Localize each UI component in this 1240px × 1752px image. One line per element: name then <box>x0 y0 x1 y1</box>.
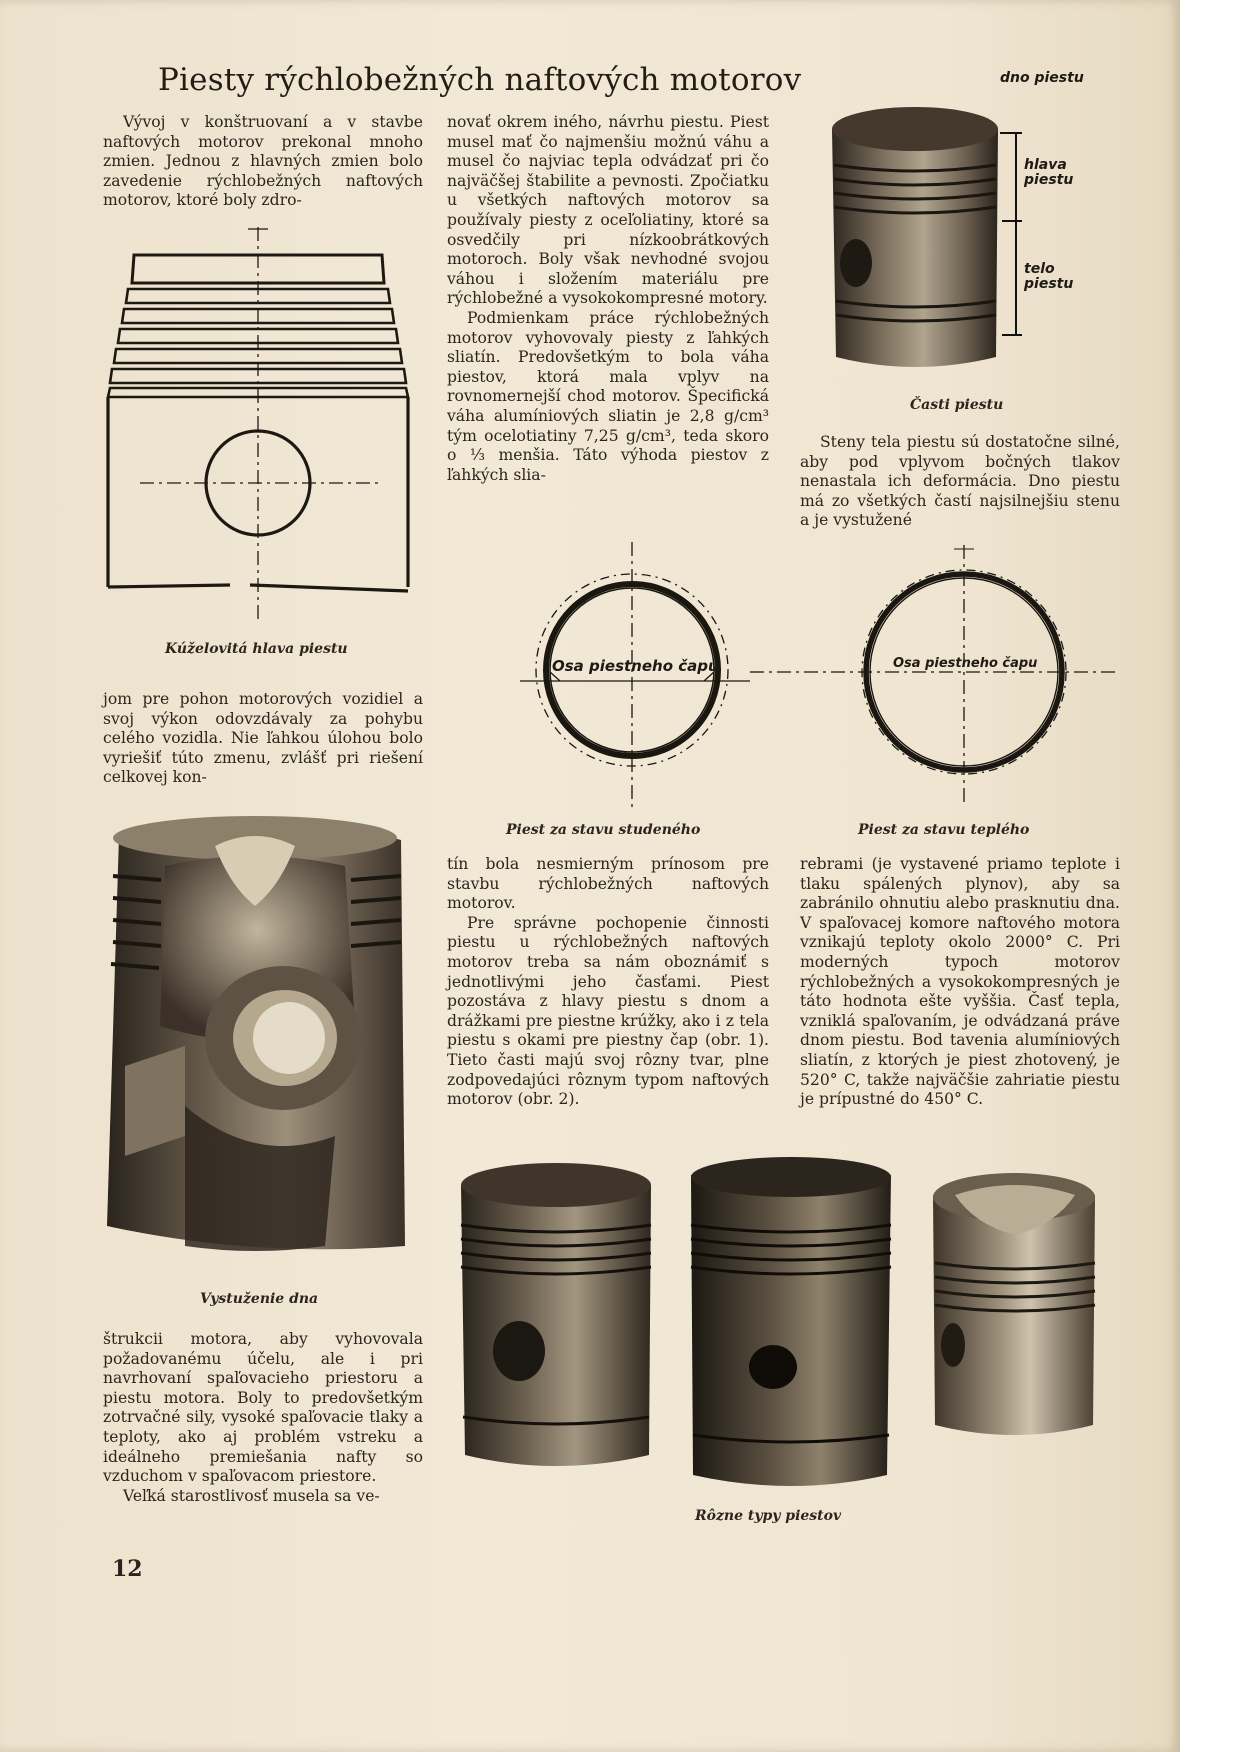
label-piston-crown: dno piestu <box>1000 70 1084 86</box>
caption-reinforced-crown: Vystuženie dna <box>200 1291 319 1307</box>
paragraph: Steny tela piestu sú dostatočne silné, aby pod vplyvom bočných tlakov nenastala ich deformácia. Dno piestu má zo všetkých častí najsilnejšiu stenu a je vystužené <box>800 433 1120 530</box>
warm-state-diagram <box>750 545 1120 810</box>
paragraph: jom pre pohon motorových vozidiel a svoj výkon odovzdávaly za pohybu celého vozidla. Nie ľahkou úlohou bolo vyriešiť túto zmenu, zvlášť pri riešení celkovej kon- <box>103 690 423 787</box>
paragraph: rebrami (je vystavené priamo teplote i tlaku spálených plynov), aby sa zabránilo ohnutiu alebo prasknutiu dna. V spaľovacej komore naftového motora vznikajú teploty okolo 2000° C. Pri moderných typoch motorov rýchlobežných a vysokokompresných je táto hodnota ešte vyššia. Časť tepla, vzniklá spaľovaním, je odvádzaná práve dnom piestu. Bod tavenia alumíniových sliatín, z ktorých je piest zhotovený, je 520° C, takže najväčšie zahriatie piestu je prípustné do 450° C. <box>800 855 1120 1109</box>
paragraph: Podmienkam práce rýchlobežných motorov vyhovovaly piesty z ľahkých sliatín. Predovšetkým to bola váha piestov, ktorá mala vplyv na rovnomernejší chod motorov. Špecifická váha alumíniových sliatin je 2,8 g/cm³ tým ocelotiatiny 7,25 g/cm³, teda skoro o ⅓ menšia. Táto výhoda piestov z ľahkých slia- <box>447 308 769 484</box>
reinforced-crown-photo <box>105 806 405 1256</box>
column3-top-text <box>800 433 1120 531</box>
paragraph: Vývoj v konštruovaní a v stavbe naftových motorov prekonal mnoho zmien. Jednou z hlavných zmien bolo zavedenie rýchlobežných naftových motorov, ktoré boly zdro- <box>103 113 423 210</box>
article-title: Piesty rýchlobežných naftových motorov <box>158 62 802 98</box>
paragraph: tín bola nesmierným prínosom pre stavbu rýchlobežných naftových motorov. <box>447 855 769 913</box>
page-number: 12 <box>112 1556 143 1582</box>
column1-bottom-text <box>103 1330 423 1506</box>
label-pin-axis-cold: Osa piestneho čapu <box>552 657 719 675</box>
caption-warm-state: Piest za stavu teplého <box>858 822 1030 838</box>
paragraph: Pre správne pochopenie činnosti piestu u rýchlobežných naftových motorov treba sa nám oboznámiť s jednotlivými jeho časťami. Piest pozostáva z hlavy piestu s dnom a drážkami pre piestne krúžky, ako i z tela piestu s okami pre piestny čap (obr. 1). Tieto časti majú svoj rôzny tvar, plne zodpovedajúci rôznym typom naftových motorov (obr. 2). <box>447 913 769 1109</box>
cold-state-diagram <box>520 540 750 810</box>
caption-cold-state: Piest za stavu studeného <box>506 822 701 838</box>
label-piston-body: telo piestu <box>1024 261 1074 292</box>
column1-mid-text <box>103 690 423 788</box>
column2-top-text <box>447 113 769 485</box>
caption-piston-types: Rôzne typy piestov <box>695 1508 842 1524</box>
paragraph: Veľká starostlivosť musela sa ve- <box>123 1486 380 1505</box>
piston-parts-photo <box>830 105 1030 380</box>
column1-top-text <box>103 113 423 211</box>
label-piston-head: hlava piestu <box>1024 157 1074 188</box>
column3-bottom-text <box>800 855 1120 1110</box>
label-pin-axis-warm: Osa piestneho čapu <box>893 656 1038 671</box>
caption-conical-head: Kúželovitá hlava piestu <box>165 641 348 657</box>
piston-types-photo <box>455 1155 1105 1500</box>
paragraph: štrukcii motora, aby vyhovovala požadovanému účelu, ale i pri navrhovaní spaľovacieho priestoru a piestu motora. Boly to predovšetkým zotrvačné sily, vysoké spaľovacie tlaky a teploty, ako aj problém vstreku a ideálneho premiešania nafty so vzduchom v spaľovacom priestore. <box>103 1330 423 1486</box>
column2-bottom-text <box>447 855 769 1110</box>
conical-head-drawing <box>110 225 410 625</box>
caption-piston-parts: Časti piestu <box>910 397 1004 413</box>
paragraph: novať okrem iného, návrhu piestu. Piest musel mať čo najmenšiu možnú váhu a musel čo najviac tepla odvádzať pri čo najväčšej štabilite a pevnosti. Zpočiatku u všetkých naftových motorov sa používaly piesty z oceľoliatiny, ktoré sa osvedčily pri nízkoobrátkových motoroch. Boly však nevhodné svojou váhou i složením materiálu pre rýchlobežné a vysokokompresné motory. <box>447 113 769 308</box>
